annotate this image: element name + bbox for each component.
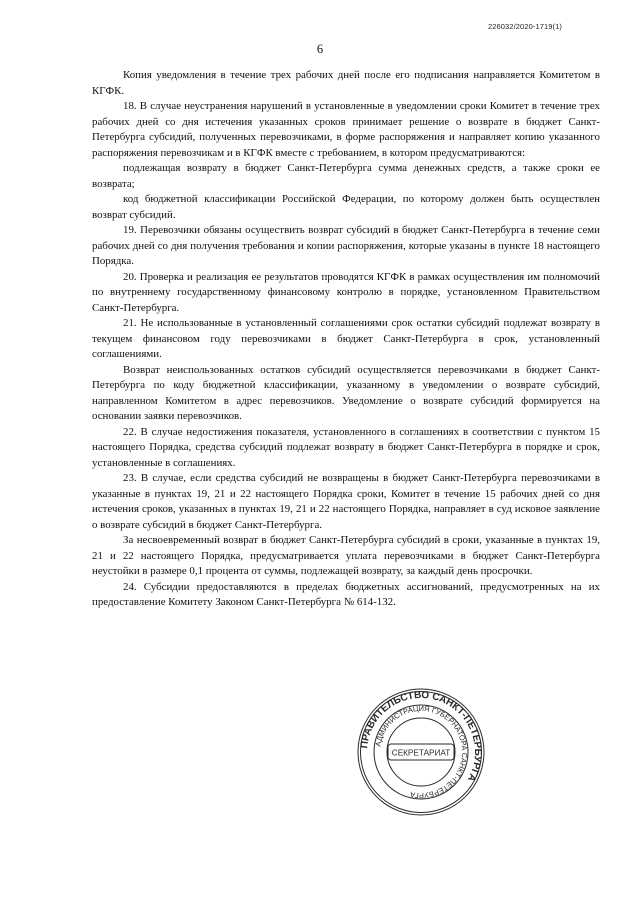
paragraph: подлежащая возврату в бюджет Санкт-Петербурга сумма денежных средств, а также сроки ее возврата; <box>92 162 600 190</box>
paragraph: Возврат неиспользованных остатков субсидий осуществляется перевозчиками в бюджет Санкт-Петербурга по коду бюджетной классификации, указанному в уведомлении о возврате субсидий, направленном Комитетом в адрес перевозчиков. Уведомление о возврате субсидий формируется на основании заявки перевозчиков. <box>92 363 600 422</box>
paragraph: Копия уведомления в течение трех рабочих дней после его подписания направляется Комитетом в КГФК. <box>92 69 600 97</box>
stamp-center-text: СЕКРЕТАРИАТ <box>391 748 451 758</box>
document-id: 226032/2020-1719(1) <box>487 22 562 31</box>
paragraph: 20. Проверка и реализация ее результатов проводятся КГФК в рамках осуществления им полномочий по внутреннему государственному финансовому контролю в порядке, установленном Правительством Санкт-Петербурга. <box>92 270 600 314</box>
paragraph: 21. Не использованные в установленный соглашениями срок остатки субсидий подлежат возврату в текущем финансовом году перевозчиками в бюджет Санкт-Петербурга в срок, установленный соглашениями. <box>92 317 600 360</box>
page-number: 6 <box>316 42 324 56</box>
paragraph: 22. В случае недостижения показателя, установленного в соглашениях в соответствии с пунктом 15 настоящего Порядка, средства субсидий подлежат возврату в бюджет Санкт-Петербурга в порядке и срок, установленные в соглашениях. <box>92 425 600 469</box>
official-stamp <box>355 686 487 818</box>
paragraph: 24. Субсидии предоставляются в пределах бюджетных ассигнований, предусмотренных на их предоставление Комитету Законом Санкт-Петербурга № 614-132. <box>92 580 600 608</box>
document-body <box>92 68 600 611</box>
paragraph: 18. В случае неустранения нарушений в установленные в уведомлении сроки Комитет в течение трех рабочих дней со дня истечения указанных сроков принимает решение о возврате в бюджет Санкт-Петербурга субсидий, полученных перевозчиками, в форме распоряжения и направляет копию указанного распоряжения перевозчикам и в КГФК вместе с требованием, в котором предусматриваются: <box>92 100 600 159</box>
paragraph: За несвоевременный возврат в бюджет Санкт-Петербурга субсидий в сроки, указанные в пунктах 19, 21 и 22 настоящего Порядка, предусматривается уплата перевозчиками в бюджет Санкт-Петербурга неустойки в размере 0,1 процента от суммы, подлежащей возврату, за каждый день просрочки. <box>92 534 600 577</box>
paragraph: 23. В случае, если средства субсидий не возвращены в бюджет Санкт-Петербурга перевозчиками в указанные в пунктах 19, 21 и 22 настоящего Порядка сроки, Комитет в течение 15 рабочих дней со дня истечения сроков, указанных в пунктах 19, 21 и 22 настоящего Порядка, направляет в суд исковое заявление о возврате субсидий в бюджет Санкт-Петербурга. <box>92 472 600 531</box>
stamp-inner-text: АДМИНИСТРАЦИЯ ГУБЕРНАТОРА САНКТ-ПЕТЕРБУРГА <box>373 703 470 801</box>
stamp-outer-text: ПРАВИТЕЛЬСТВО САНКТ-ПЕТЕРБУРГА <box>359 689 484 784</box>
paragraph: 19. Перевозчики обязаны осуществить возврат субсидий в бюджет Санкт-Петербурга в течение семи рабочих дней со дня получения требования и копии распоряжения, которые указаны в пункте 18 настоящего Порядка. <box>92 224 600 267</box>
paragraph: код бюджетной классификации Российской Федерации, по которому должен быть осуществлен возврат субсидий. <box>92 193 600 221</box>
